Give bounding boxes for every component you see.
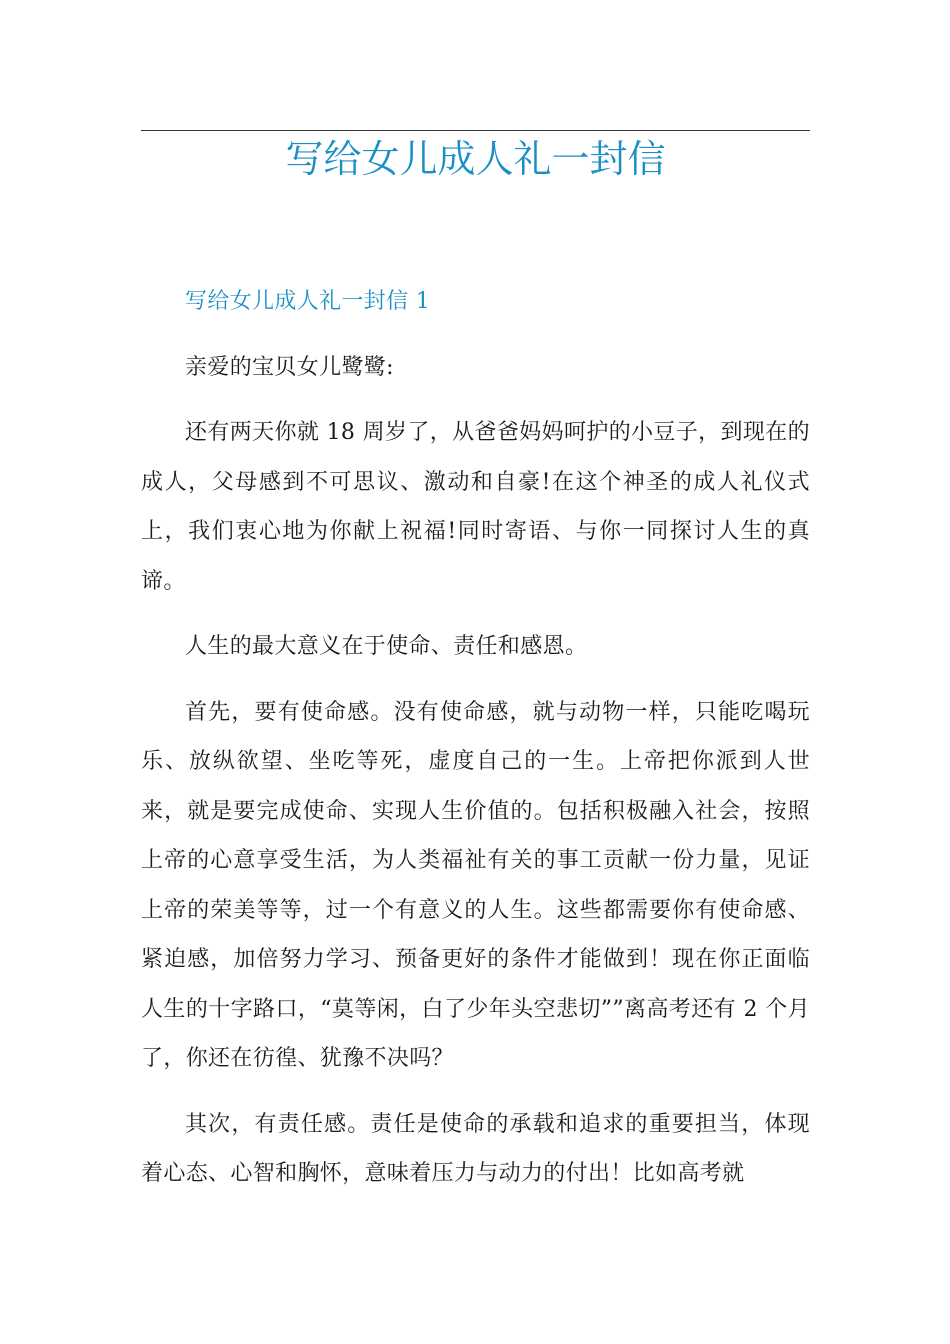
paragraph-3: 首先，要有使命感。没有使命感，就与动物一样，只能吃喝玩乐、放纵欲望、坐吃等死，虚度自己的一生。上帝把你派到人世来，就是要完成使命、实现人生价值的。包括积极融入社会，按照上帝的心意享受生活，为人类福祉有关的事工贡献一份力量，见证上帝的荣美等等，过一个有意义的人生。这些都需要你有使命感、紧迫感，加倍努力学习、预备更好的条件才能做到！现在你正面临人生的十字路口，“莫等闲，白了少年头空悲切””离高考还有 2 个月了，你还在彷徨、犹豫不决吗？ <box>141 699 810 1071</box>
section-heading: 写给女儿成人礼一封信 1 <box>185 289 431 314</box>
header-rule <box>141 130 810 131</box>
paragraph-4: 其次，有责任感。责任是使命的承载和追求的重要担当，体现着心态、心智和胸怀，意味着压力与动力的付出！比如高考就 <box>141 1111 810 1186</box>
page-title: 写给女儿成人礼一封信 <box>285 137 666 181</box>
paragraph-1: 还有两天你就 18 周岁了，从爸爸妈妈呵护的小豆子，到现在的成人，父母感到不可思议、激动和自豪!在这个神圣的成人礼仪式上，我们衷心地为你献上祝福!同时寄语、与你一同探讨人生的真谛。 <box>141 420 810 594</box>
salutation: 亲爱的宝贝女儿鹭鹭: <box>185 354 394 380</box>
document-body <box>141 277 810 1215</box>
paragraph-2: 人生的最大意义在于使命、责任和感恩。 <box>185 634 588 659</box>
